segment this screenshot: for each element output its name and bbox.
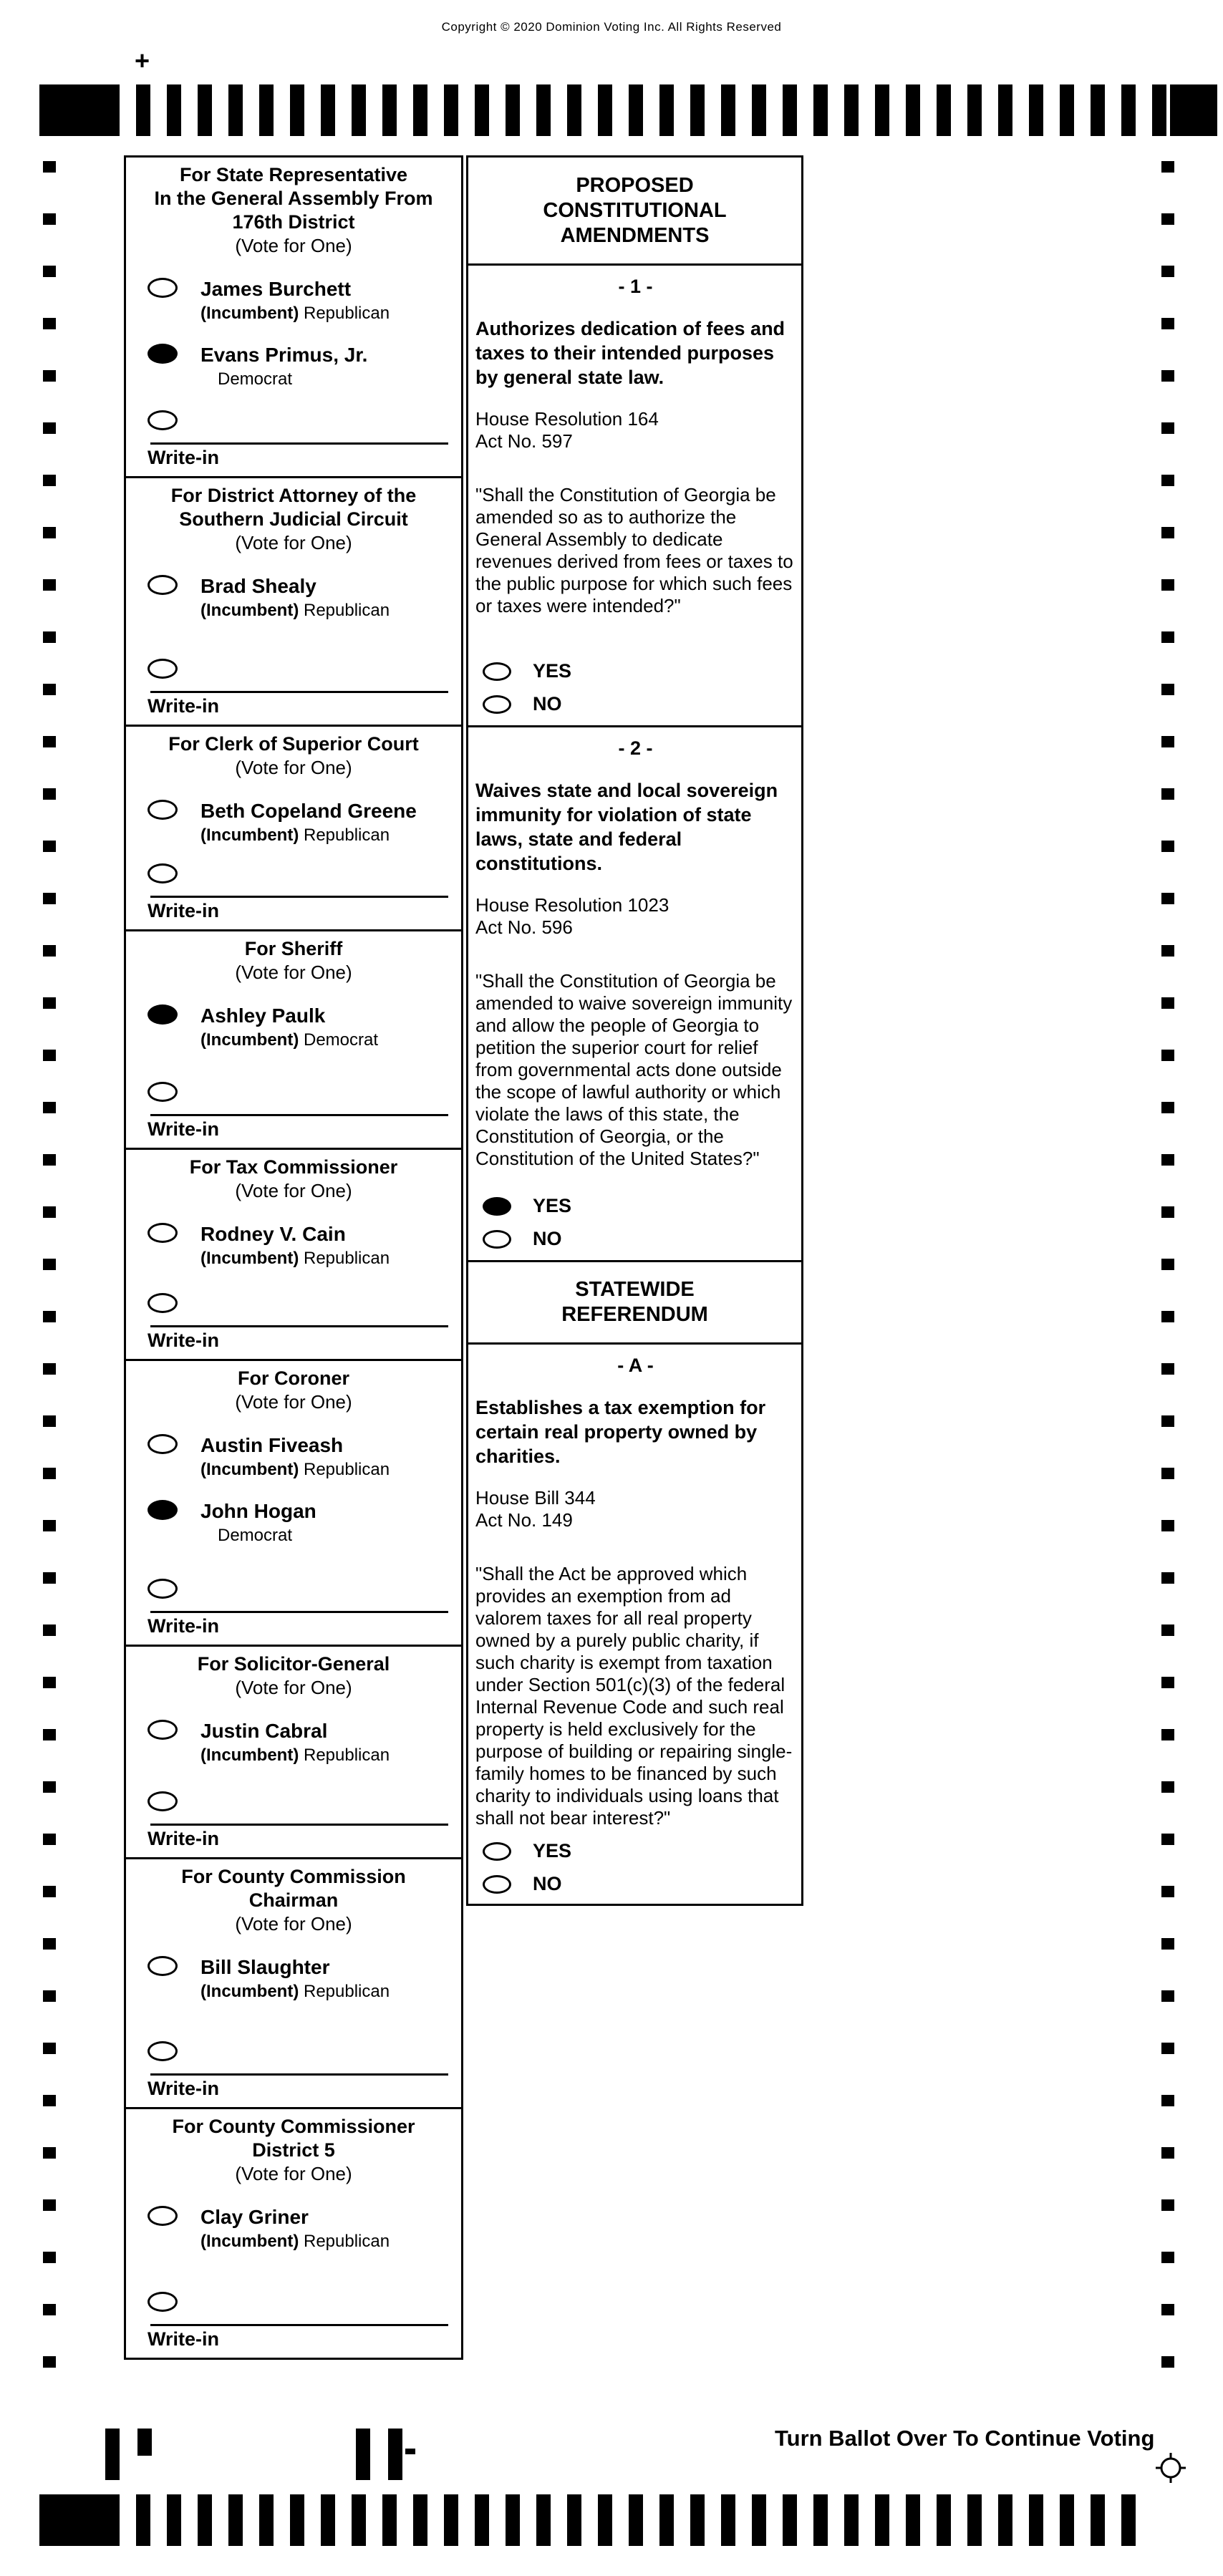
measures-section-header bbox=[468, 1260, 801, 1342]
ballot-oval-empty[interactable] bbox=[148, 2206, 178, 2226]
contest-title bbox=[130, 1367, 457, 1390]
contest-title bbox=[130, 732, 457, 756]
registration-plus-mark: + bbox=[135, 46, 150, 75]
contest-title bbox=[130, 937, 457, 961]
ballot-oval-empty[interactable] bbox=[148, 575, 178, 595]
candidate-row bbox=[130, 1720, 457, 1766]
candidate-info bbox=[200, 2206, 390, 2252]
candidate-name: Rodney V. Cain bbox=[200, 1223, 346, 1245]
ballot-oval-filled[interactable] bbox=[148, 344, 178, 364]
contest-box bbox=[126, 1857, 461, 2107]
incumbent-label: (Incumbent) bbox=[200, 1982, 299, 2001]
write-in-line[interactable] bbox=[150, 442, 448, 445]
candidate-party: (Incumbent) Republican bbox=[200, 1745, 390, 1765]
candidate-name: Justin Cabral bbox=[200, 1720, 328, 1742]
write-in-oval[interactable] bbox=[148, 1082, 178, 1102]
measure-summary: Establishes a tax exemption for certain real property owned by charities. bbox=[475, 1397, 766, 1467]
contest-title-line: For County Commission bbox=[181, 1866, 406, 1887]
contest-title-line: For Sheriff bbox=[244, 938, 343, 959]
candidate-row bbox=[130, 1956, 457, 2002]
ballot-oval-empty[interactable] bbox=[148, 1434, 178, 1454]
write-in-block bbox=[130, 1293, 457, 1353]
turn-ballot-over-text: Turn Ballot Over To Continue Voting bbox=[775, 2426, 1155, 2451]
candidate-info bbox=[200, 1434, 390, 1480]
timing-mark-column-left bbox=[43, 161, 56, 2396]
contest-title-line: 176th District bbox=[232, 211, 355, 233]
timing-mark-row-bottom bbox=[136, 2494, 1141, 2546]
contest-box bbox=[126, 476, 461, 725]
measure-number: - 2 - bbox=[618, 737, 653, 759]
contest-instruction: (Vote for One) bbox=[235, 1913, 352, 1935]
contest-title bbox=[130, 2115, 457, 2162]
candidate-info bbox=[200, 575, 390, 621]
measure-options bbox=[475, 1184, 796, 1254]
write-in-line[interactable] bbox=[150, 2073, 448, 2076]
measure-option-label: NO bbox=[533, 1228, 562, 1249]
contest-box bbox=[126, 1359, 461, 1645]
write-in-label: Write-in bbox=[148, 1330, 219, 1351]
measures-header-line: CONSTITUTIONAL bbox=[543, 198, 727, 222]
write-in-label: Write-in bbox=[148, 2328, 219, 2350]
measure-option-label: YES bbox=[533, 660, 572, 682]
write-in-label: Write-in bbox=[148, 900, 219, 921]
measure-option-row bbox=[475, 1840, 796, 1862]
contest-title bbox=[130, 1156, 457, 1179]
ballot-oval-filled[interactable] bbox=[483, 1197, 511, 1216]
candidate-name: Brad Shealy bbox=[200, 575, 316, 597]
write-in-label: Write-in bbox=[148, 695, 219, 717]
write-in-label: Write-in bbox=[148, 1615, 219, 1637]
incumbent-label: (Incumbent) bbox=[200, 1460, 299, 1479]
copyright-text: Copyright © 2020 Dominion Voting Inc. All Rights Reserved bbox=[441, 20, 782, 34]
candidate-party: (Incumbent) Republican bbox=[200, 1982, 390, 2001]
write-in-block bbox=[130, 1082, 457, 1142]
measures-header-line: AMENDMENTS bbox=[560, 223, 710, 247]
candidate-info bbox=[200, 800, 417, 846]
candidate-info bbox=[200, 344, 367, 389]
write-in-block bbox=[130, 410, 457, 470]
measure-option-row bbox=[475, 1228, 796, 1250]
candidate-row bbox=[130, 1500, 457, 1546]
incumbent-label: (Incumbent) bbox=[200, 601, 299, 620]
measure-box bbox=[468, 263, 801, 725]
incumbent-label: (Incumbent) bbox=[200, 1030, 299, 1050]
measure-number: - A - bbox=[617, 1355, 654, 1376]
contest-title bbox=[130, 163, 457, 234]
write-in-label: Write-in bbox=[148, 447, 219, 468]
contest-box bbox=[126, 2107, 461, 2358]
candidate-row bbox=[130, 1004, 457, 1050]
write-in-block bbox=[130, 2041, 457, 2101]
candidate-party: (Incumbent) Republican bbox=[200, 601, 390, 620]
candidate-info bbox=[200, 1004, 378, 1050]
measure-authority bbox=[475, 894, 796, 939]
measure-box bbox=[468, 1342, 801, 1904]
measure-authority-line: Act No. 597 bbox=[475, 430, 573, 452]
contest-title-line: For State Representative bbox=[179, 164, 408, 185]
write-in-line[interactable] bbox=[150, 1611, 448, 1613]
write-in-oval[interactable] bbox=[148, 410, 178, 430]
write-in-oval[interactable] bbox=[148, 1293, 178, 1313]
write-in-line[interactable] bbox=[150, 2324, 448, 2326]
timing-mark-column-right bbox=[1161, 161, 1174, 2396]
measure-authority-line: House Resolution 164 bbox=[475, 408, 659, 430]
candidate-info bbox=[200, 1223, 390, 1269]
timing-mark-block bbox=[1170, 84, 1217, 136]
measures-section-header bbox=[468, 158, 801, 263]
measure-option-label: NO bbox=[533, 1873, 562, 1894]
measure-authority-line: Act No. 149 bbox=[475, 1509, 573, 1531]
measure-option-label: YES bbox=[533, 1195, 572, 1216]
write-in-line[interactable] bbox=[150, 691, 448, 693]
ballot-oval-empty[interactable] bbox=[483, 695, 511, 714]
incumbent-label: (Incumbent) bbox=[200, 1745, 299, 1765]
incumbent-label: (Incumbent) bbox=[200, 825, 299, 845]
contest-instruction: (Vote for One) bbox=[235, 532, 352, 553]
contest-title-line: For District Attorney of the bbox=[170, 485, 417, 506]
contest-title-line: For Solicitor-General bbox=[197, 1653, 390, 1675]
ballot-id-mark bbox=[356, 2429, 370, 2480]
measures-header-line: REFERENDUM bbox=[561, 1303, 708, 1326]
ballot-id-mark bbox=[388, 2429, 402, 2480]
candidate-info bbox=[200, 1956, 390, 2002]
incumbent-label: (Incumbent) bbox=[200, 2232, 299, 2251]
measure-authority bbox=[475, 408, 796, 452]
write-in-label: Write-in bbox=[148, 2078, 219, 2099]
candidate-party: (Incumbent) Republican bbox=[200, 1460, 390, 1479]
timing-mark-row-top bbox=[136, 84, 1167, 136]
candidate-row bbox=[130, 344, 457, 389]
contest-instruction: (Vote for One) bbox=[235, 1677, 352, 1698]
write-in-block bbox=[130, 863, 457, 924]
candidate-party: (Incumbent) Republican bbox=[200, 304, 390, 323]
ballot-id-mark bbox=[105, 2429, 120, 2480]
measure-authority-line: House Bill 344 bbox=[475, 1487, 596, 1509]
contest-title-line: For Tax Commissioner bbox=[189, 1156, 398, 1178]
ballot-oval-empty[interactable] bbox=[148, 800, 178, 820]
write-in-oval[interactable] bbox=[148, 2292, 178, 2312]
measure-box bbox=[468, 725, 801, 1260]
contest-title bbox=[130, 484, 457, 531]
candidate-name: Evans Primus, Jr. bbox=[200, 344, 368, 366]
candidate-info bbox=[200, 1500, 316, 1546]
contest-title-line: District 5 bbox=[252, 2139, 335, 2161]
contest-box bbox=[126, 929, 461, 1148]
measure-option-label: YES bbox=[533, 1840, 572, 1861]
write-in-label: Write-in bbox=[148, 1828, 219, 1849]
candidate-name: Clay Griner bbox=[200, 2206, 309, 2228]
candidate-party: (Incumbent) Republican bbox=[200, 1249, 390, 1268]
timing-mark-block bbox=[39, 2494, 120, 2546]
contests-column bbox=[124, 155, 463, 2360]
ballot-id-mark bbox=[137, 2429, 152, 2456]
write-in-oval[interactable] bbox=[148, 863, 178, 883]
measure-option-row bbox=[475, 693, 796, 715]
ballot-oval-filled[interactable] bbox=[148, 1004, 178, 1025]
contest-title bbox=[130, 1652, 457, 1676]
incumbent-label: (Incumbent) bbox=[200, 1249, 299, 1268]
candidate-party: (Incumbent) Republican bbox=[200, 2232, 390, 2251]
contest-box bbox=[126, 1148, 461, 1359]
contest-instruction: (Vote for One) bbox=[235, 235, 352, 256]
write-in-oval[interactable] bbox=[148, 2041, 178, 2061]
write-in-block bbox=[130, 2292, 457, 2352]
ballot-id-dash bbox=[405, 2449, 415, 2454]
measure-question: "Shall the Constitution of Georgia be amended to waive sovereign immunity and allow the people of Georgia to petition the superior court for relief from governmental acts done outside the scope of lawful authority or which violate the laws of this state, the Constitution of Georgia, or the Constitution of the United States?" bbox=[475, 970, 793, 1169]
candidate-row bbox=[130, 2206, 457, 2252]
measure-question: "Shall the Act be approved which provides an exemption from ad valorem taxes for all real property owned by a purely public charity, if such charity is exempt from taxation under Section 501(c)(3) of the federal Internal Revenue Code and such real property is held exclusively for the purpose of building or repairing single-family homes to be financed by such charity to individuals using loans that shall not bear interest?" bbox=[475, 1563, 793, 1829]
contest-instruction: (Vote for One) bbox=[235, 1391, 352, 1413]
measure-summary: Authorizes dedication of fees and taxes to their intended purposes by general state law. bbox=[475, 318, 785, 388]
write-in-block bbox=[130, 1579, 457, 1639]
ballot-oval-empty[interactable] bbox=[483, 1230, 511, 1249]
candidate-row bbox=[130, 575, 457, 621]
candidate-party: Democrat bbox=[218, 369, 293, 389]
write-in-oval[interactable] bbox=[148, 1579, 178, 1599]
candidate-info bbox=[200, 1720, 390, 1766]
ballot-oval-empty[interactable] bbox=[148, 278, 178, 298]
measure-option-row bbox=[475, 1195, 796, 1217]
candidate-name: Ashley Paulk bbox=[200, 1004, 326, 1027]
contest-title bbox=[130, 1865, 457, 1912]
write-in-label: Write-in bbox=[148, 1118, 219, 1140]
ballot-oval-filled[interactable] bbox=[148, 1500, 178, 1520]
contest-box bbox=[126, 725, 461, 929]
contest-title-line: For Clerk of Superior Court bbox=[168, 733, 419, 755]
measures-column bbox=[466, 155, 803, 1906]
contest-title-line: For Coroner bbox=[237, 1367, 349, 1389]
write-in-line[interactable] bbox=[150, 1824, 448, 1826]
candidate-info bbox=[200, 278, 390, 324]
ballot-oval-empty[interactable] bbox=[483, 662, 511, 681]
measure-authority bbox=[475, 1487, 796, 1531]
measure-options bbox=[475, 649, 796, 720]
contest-box bbox=[126, 158, 461, 476]
ballot-oval-empty[interactable] bbox=[483, 1842, 511, 1861]
measure-options bbox=[475, 1829, 796, 1899]
measure-option-row bbox=[475, 1873, 796, 1895]
candidate-name: Beth Copeland Greene bbox=[200, 800, 417, 822]
candidate-row bbox=[130, 800, 457, 846]
contest-instruction: (Vote for One) bbox=[235, 1180, 352, 1201]
write-in-block bbox=[130, 1791, 457, 1851]
candidate-party: (Incumbent) Democrat bbox=[200, 1030, 379, 1050]
candidate-party: (Incumbent) Republican bbox=[200, 825, 390, 845]
candidate-name: James Burchett bbox=[200, 278, 352, 300]
measure-authority-line: Act No. 596 bbox=[475, 916, 573, 938]
candidate-row bbox=[130, 278, 457, 324]
measures-header-line: STATEWIDE bbox=[575, 1278, 695, 1301]
contest-title-line: Chairman bbox=[248, 1889, 339, 1911]
timing-mark-block bbox=[39, 84, 120, 136]
candidate-name: John Hogan bbox=[200, 1500, 316, 1522]
ballot-oval-empty[interactable] bbox=[148, 1956, 178, 1976]
contest-title-line: For County Commissioner bbox=[172, 2116, 415, 2137]
candidate-party: Democrat bbox=[218, 1526, 293, 1545]
contest-title-line: In the General Assembly From bbox=[154, 188, 433, 209]
contest-box bbox=[126, 1645, 461, 1857]
measure-summary: Waives state and local sovereign immunity for violation of state laws, state and federal constitutions. bbox=[475, 780, 778, 874]
measure-option-label: NO bbox=[533, 693, 562, 715]
contest-instruction: (Vote for One) bbox=[235, 757, 352, 778]
contest-instruction: (Vote for One) bbox=[235, 962, 352, 983]
ballot-oval-empty[interactable] bbox=[483, 1875, 511, 1894]
measure-number: - 1 - bbox=[618, 276, 653, 297]
measure-authority-line: House Resolution 1023 bbox=[475, 894, 669, 916]
incumbent-label: (Incumbent) bbox=[200, 304, 299, 323]
write-in-line[interactable] bbox=[150, 1114, 448, 1116]
candidate-row bbox=[130, 1223, 457, 1269]
contest-title-line: Southern Judicial Circuit bbox=[179, 508, 408, 530]
measure-option-row bbox=[475, 660, 796, 682]
write-in-line[interactable] bbox=[150, 1325, 448, 1327]
measures-header-line: PROPOSED bbox=[576, 173, 694, 197]
write-in-oval[interactable] bbox=[148, 1791, 178, 1811]
candidate-name: Austin Fiveash bbox=[200, 1434, 344, 1456]
ballot-oval-empty[interactable] bbox=[148, 1720, 178, 1740]
ballot-oval-empty[interactable] bbox=[148, 1223, 178, 1243]
measure-question: "Shall the Constitution of Georgia be amended so as to authorize the General Assembly to dedicate revenues derived from fees or taxes to the public purpose for which such fees or taxes were intended?" bbox=[475, 484, 793, 616]
contest-instruction: (Vote for One) bbox=[235, 2163, 352, 2184]
write-in-oval[interactable] bbox=[148, 659, 178, 679]
candidate-row bbox=[130, 1434, 457, 1480]
alignment-crosshair-icon bbox=[1154, 2451, 1187, 2484]
candidate-name: Bill Slaughter bbox=[200, 1956, 330, 1978]
write-in-line[interactable] bbox=[150, 896, 448, 898]
write-in-block bbox=[130, 659, 457, 719]
